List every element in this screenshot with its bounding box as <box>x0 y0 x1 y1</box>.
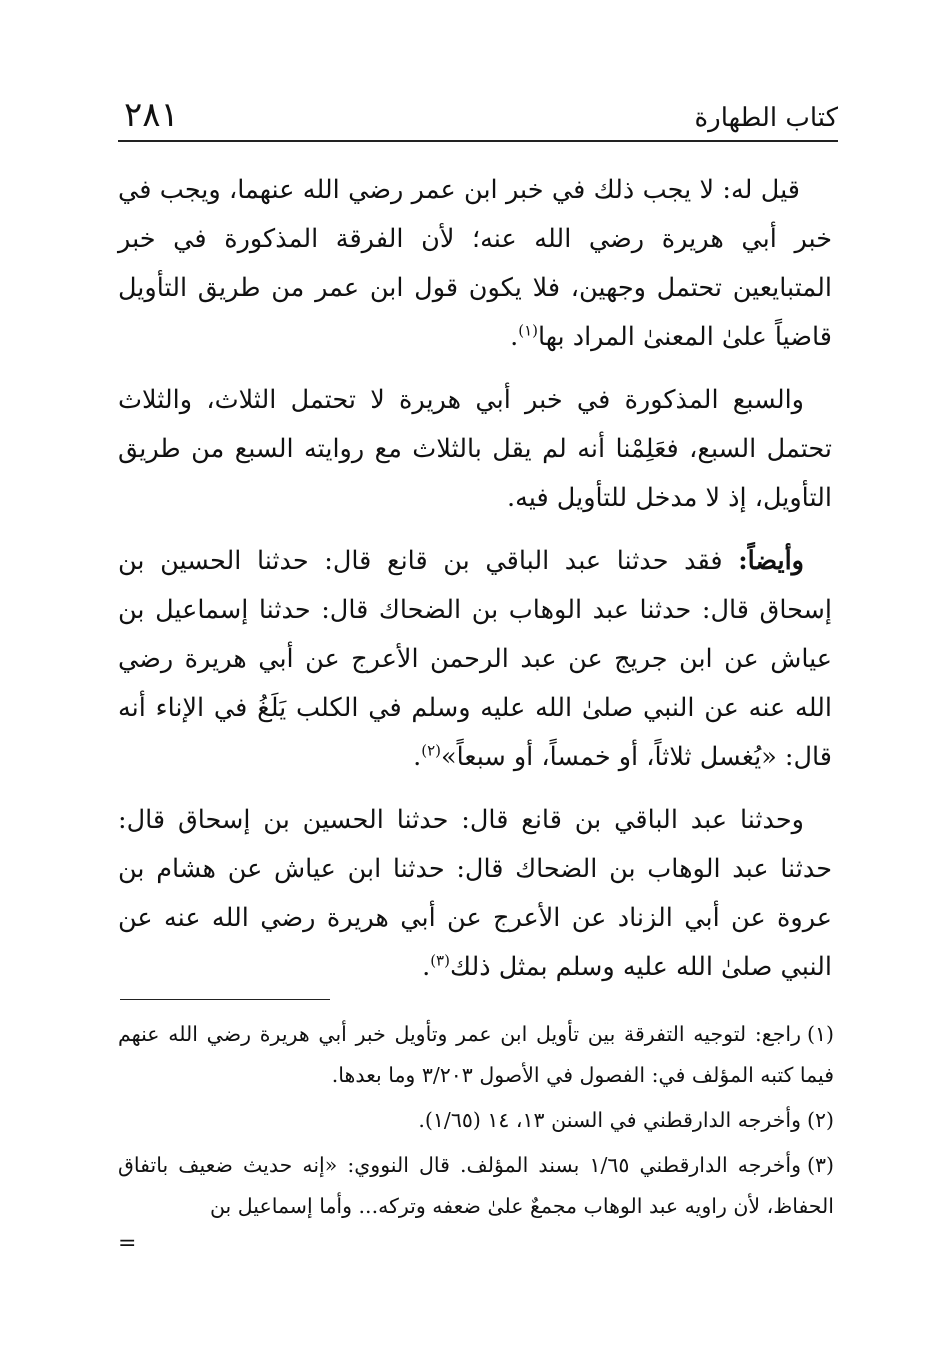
paragraph-2-text: والسبع المذكورة في خبر أبي هريرة لا تحتمل الثلاث، والثلاث تحتمل السبع، فعَلِمْنا أنه لم يقل بالثلاث مع روايته السبع من طريق التأويل، إذ لا مدخل للتأويل فيه. <box>118 385 832 513</box>
continuation-mark: = <box>118 1231 137 1256</box>
footnote-ref-3: (٣) <box>430 951 450 970</box>
footnote-1-number: (١) <box>806 1022 834 1046</box>
footnote-ref-1: (١) <box>518 321 538 340</box>
paragraph-3-lead: وأيضاً: <box>738 546 804 576</box>
chapter-title: كتاب الطهارة <box>694 103 838 133</box>
paragraph-4-text: وحدثنا عبد الباقي بن قانع قال: حدثنا الحسين بن إسحاق قال: حدثنا عبد الوهاب بن الضحاك قال: حدثنا ابن عياش عن هشام بن عروة عن أبي الزناد عن الأعرج عن أبي هريرة رضي الله عنه عن النبي صلىٰ الله عليه وسلم بمثل ذلك <box>118 805 832 982</box>
footnote-1-text: راجع: لتوجيه التفرقة بين تأويل ابن عمر وتأويل خبر أبي هريرة رضي الله عنهم فيما كتبه المؤلف في: الفصول في الأصول ٣/٢٠٣ وما بعدها. <box>118 1022 834 1087</box>
footnotes <box>118 1014 834 1231</box>
paragraph-1-text: قيل له: لا يجب ذلك في خبر ابن عمر رضي الله عنهما، ويجب في خبر أبي هريرة رضي الله عنه؛ لأن الفرقة المذكورة في خبر المتبايعين تحتمل وجهين، فلا يكون قول ابن عمر من طريق التأويل قاضياً علىٰ المعنىٰ المراد بها <box>118 175 832 352</box>
footnote-3-text: وأخرجه الدارقطني ١/٦٥ بسند المؤلف. قال النووي: «إنه حديث ضعيف باتفاق الحفاظ، لأن راويه عبد الوهاب مجمعٌ علىٰ ضعفه وتركه... وأما إسماعيل بن <box>118 1153 834 1218</box>
page-number: ٢٨١ <box>124 95 179 135</box>
footnote-2 <box>118 1100 834 1141</box>
paragraph-1-end: . <box>510 322 519 352</box>
paragraph-4-end: . <box>422 952 431 982</box>
paragraph-3-text: فقد حدثنا عبد الباقي بن قانع قال: حدثنا الحسين بن إسحاق قال: حدثنا عبد الوهاب بن الضحاك قال: حدثنا إسماعيل بن عياش عن ابن جريج عن عبد الرحمن الأعرج عن أبي هريرة رضي الله عنه عن النبي صلىٰ الله عليه وسلم في الكلب يَلَغُ في الإناء أنه قال: «يُغسل ثلاثاً، أو خمساً، أو سبعاً» <box>118 546 832 772</box>
page-header <box>118 92 838 142</box>
footnote-2-text: وأخرجه الدارقطني في السنن ١٣، ١٤ (١/٦٥). <box>418 1108 801 1132</box>
footnote-3 <box>118 1145 834 1227</box>
footnote-ref-2: (٢) <box>421 741 442 760</box>
paragraph-4 <box>118 796 832 992</box>
footnote-separator <box>120 999 330 1000</box>
footnote-1 <box>118 1014 834 1096</box>
paragraph-3-end: . <box>413 742 422 772</box>
paragraph-1 <box>118 166 832 362</box>
footnote-2-number: (٢) <box>806 1108 834 1132</box>
main-text <box>118 166 832 1006</box>
paragraph-2 <box>118 376 832 523</box>
paragraph-3 <box>118 537 832 782</box>
footnote-3-number: (٣) <box>806 1153 834 1177</box>
